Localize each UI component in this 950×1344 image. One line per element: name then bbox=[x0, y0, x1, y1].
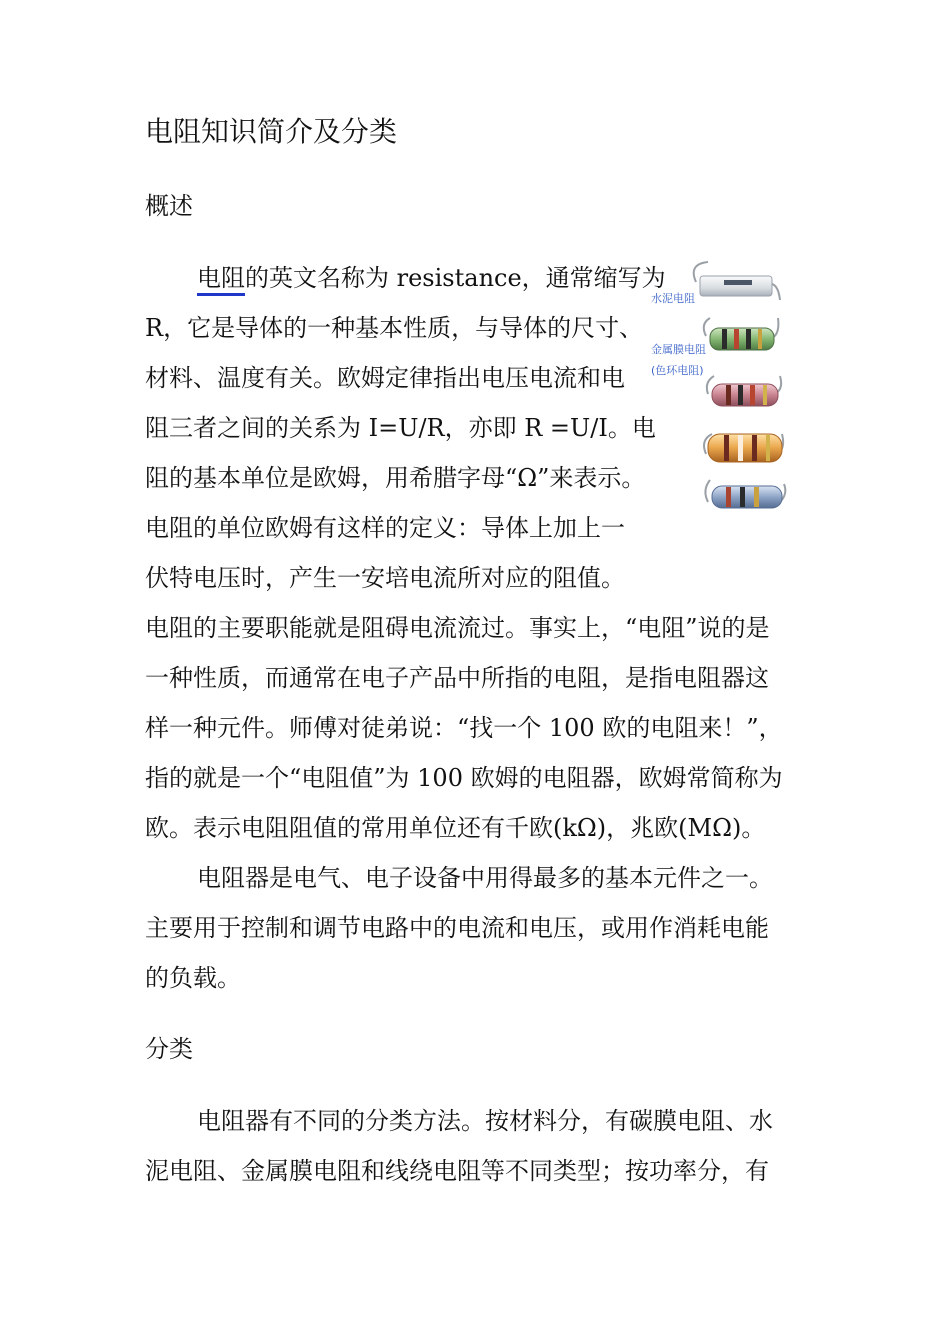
section-heading-classification: 分类 bbox=[145, 1035, 193, 1063]
section-heading-overview: 概述 bbox=[145, 192, 193, 220]
power-resistor-icon bbox=[704, 434, 783, 462]
document-title: 电阻知识简介及分类 bbox=[145, 115, 398, 148]
paragraph-text: 的英文名称为 resistance，通常缩写为 bbox=[245, 264, 666, 292]
paragraph-line: 指的就是一个“电阻值”为 100 欧姆的电阻器，欧姆常简称为 bbox=[145, 764, 783, 792]
paragraph-line: 材料、温度有关。欧姆定律指出电压电流和电 bbox=[145, 364, 625, 392]
paragraph-line bbox=[197, 261, 666, 295]
paragraph-line: 阻三者之间的关系为 I=U/R，亦即 R =U/I。电 bbox=[145, 414, 656, 442]
paragraph-line: 欧。表示电阻阻值的常用单位还有千欧(kΩ)，兆欧(MΩ)。 bbox=[145, 814, 766, 842]
cement-resistor-icon bbox=[694, 262, 780, 300]
paragraph-line: 伏特电压时，产生一安培电流所对应的阻值。 bbox=[145, 564, 625, 592]
metal-film-resistor-icon bbox=[704, 318, 779, 350]
paragraph-line: 电阻器是电气、电子设备中用得最多的基本元件之一。 bbox=[197, 864, 773, 892]
paragraph-line: 泥电阻、金属膜电阻和线绕电阻等不同类型；按功率分，有 bbox=[145, 1157, 769, 1185]
paragraph-line: 电阻的单位欧姆有这样的定义：导体上加上一 bbox=[145, 514, 625, 542]
color-ring-resistor-label: (色环电阻) bbox=[651, 364, 704, 377]
resistor-types-figure bbox=[648, 254, 793, 524]
carbon-film-resistor-icon bbox=[707, 376, 781, 406]
paragraph-line: 主要用于控制和调节电路中的电流和电压，或用作消耗电能 bbox=[145, 914, 769, 942]
paragraph-line: 一种性质，而通常在电子产品中所指的电阻，是指电阻器这 bbox=[145, 664, 769, 692]
paragraph-line: 的负载。 bbox=[145, 964, 241, 992]
paragraph-line: R，它是导体的一种基本性质，与导体的尺寸、 bbox=[145, 314, 644, 342]
resistance-link[interactable]: 电阻 bbox=[197, 264, 245, 296]
paragraph-line: 电阻的主要职能就是阻碍电流流过。事实上，“电阻”说的是 bbox=[145, 614, 770, 642]
paragraph-line: 阻的基本单位是欧姆，用希腊字母“Ω”来表示。 bbox=[145, 464, 646, 492]
paragraph-line: 样一种元件。师傅对徒弟说：“找一个 100 欧的电阻来！”， bbox=[145, 714, 783, 742]
wirewound-resistor-icon bbox=[705, 480, 785, 508]
cement-resistor-label: 水泥电阻 bbox=[651, 292, 695, 305]
metal-film-resistor-label: 金属膜电阻 bbox=[651, 343, 706, 356]
paragraph-line: 电阻器有不同的分类方法。按材料分，有碳膜电阻、水 bbox=[197, 1107, 773, 1135]
